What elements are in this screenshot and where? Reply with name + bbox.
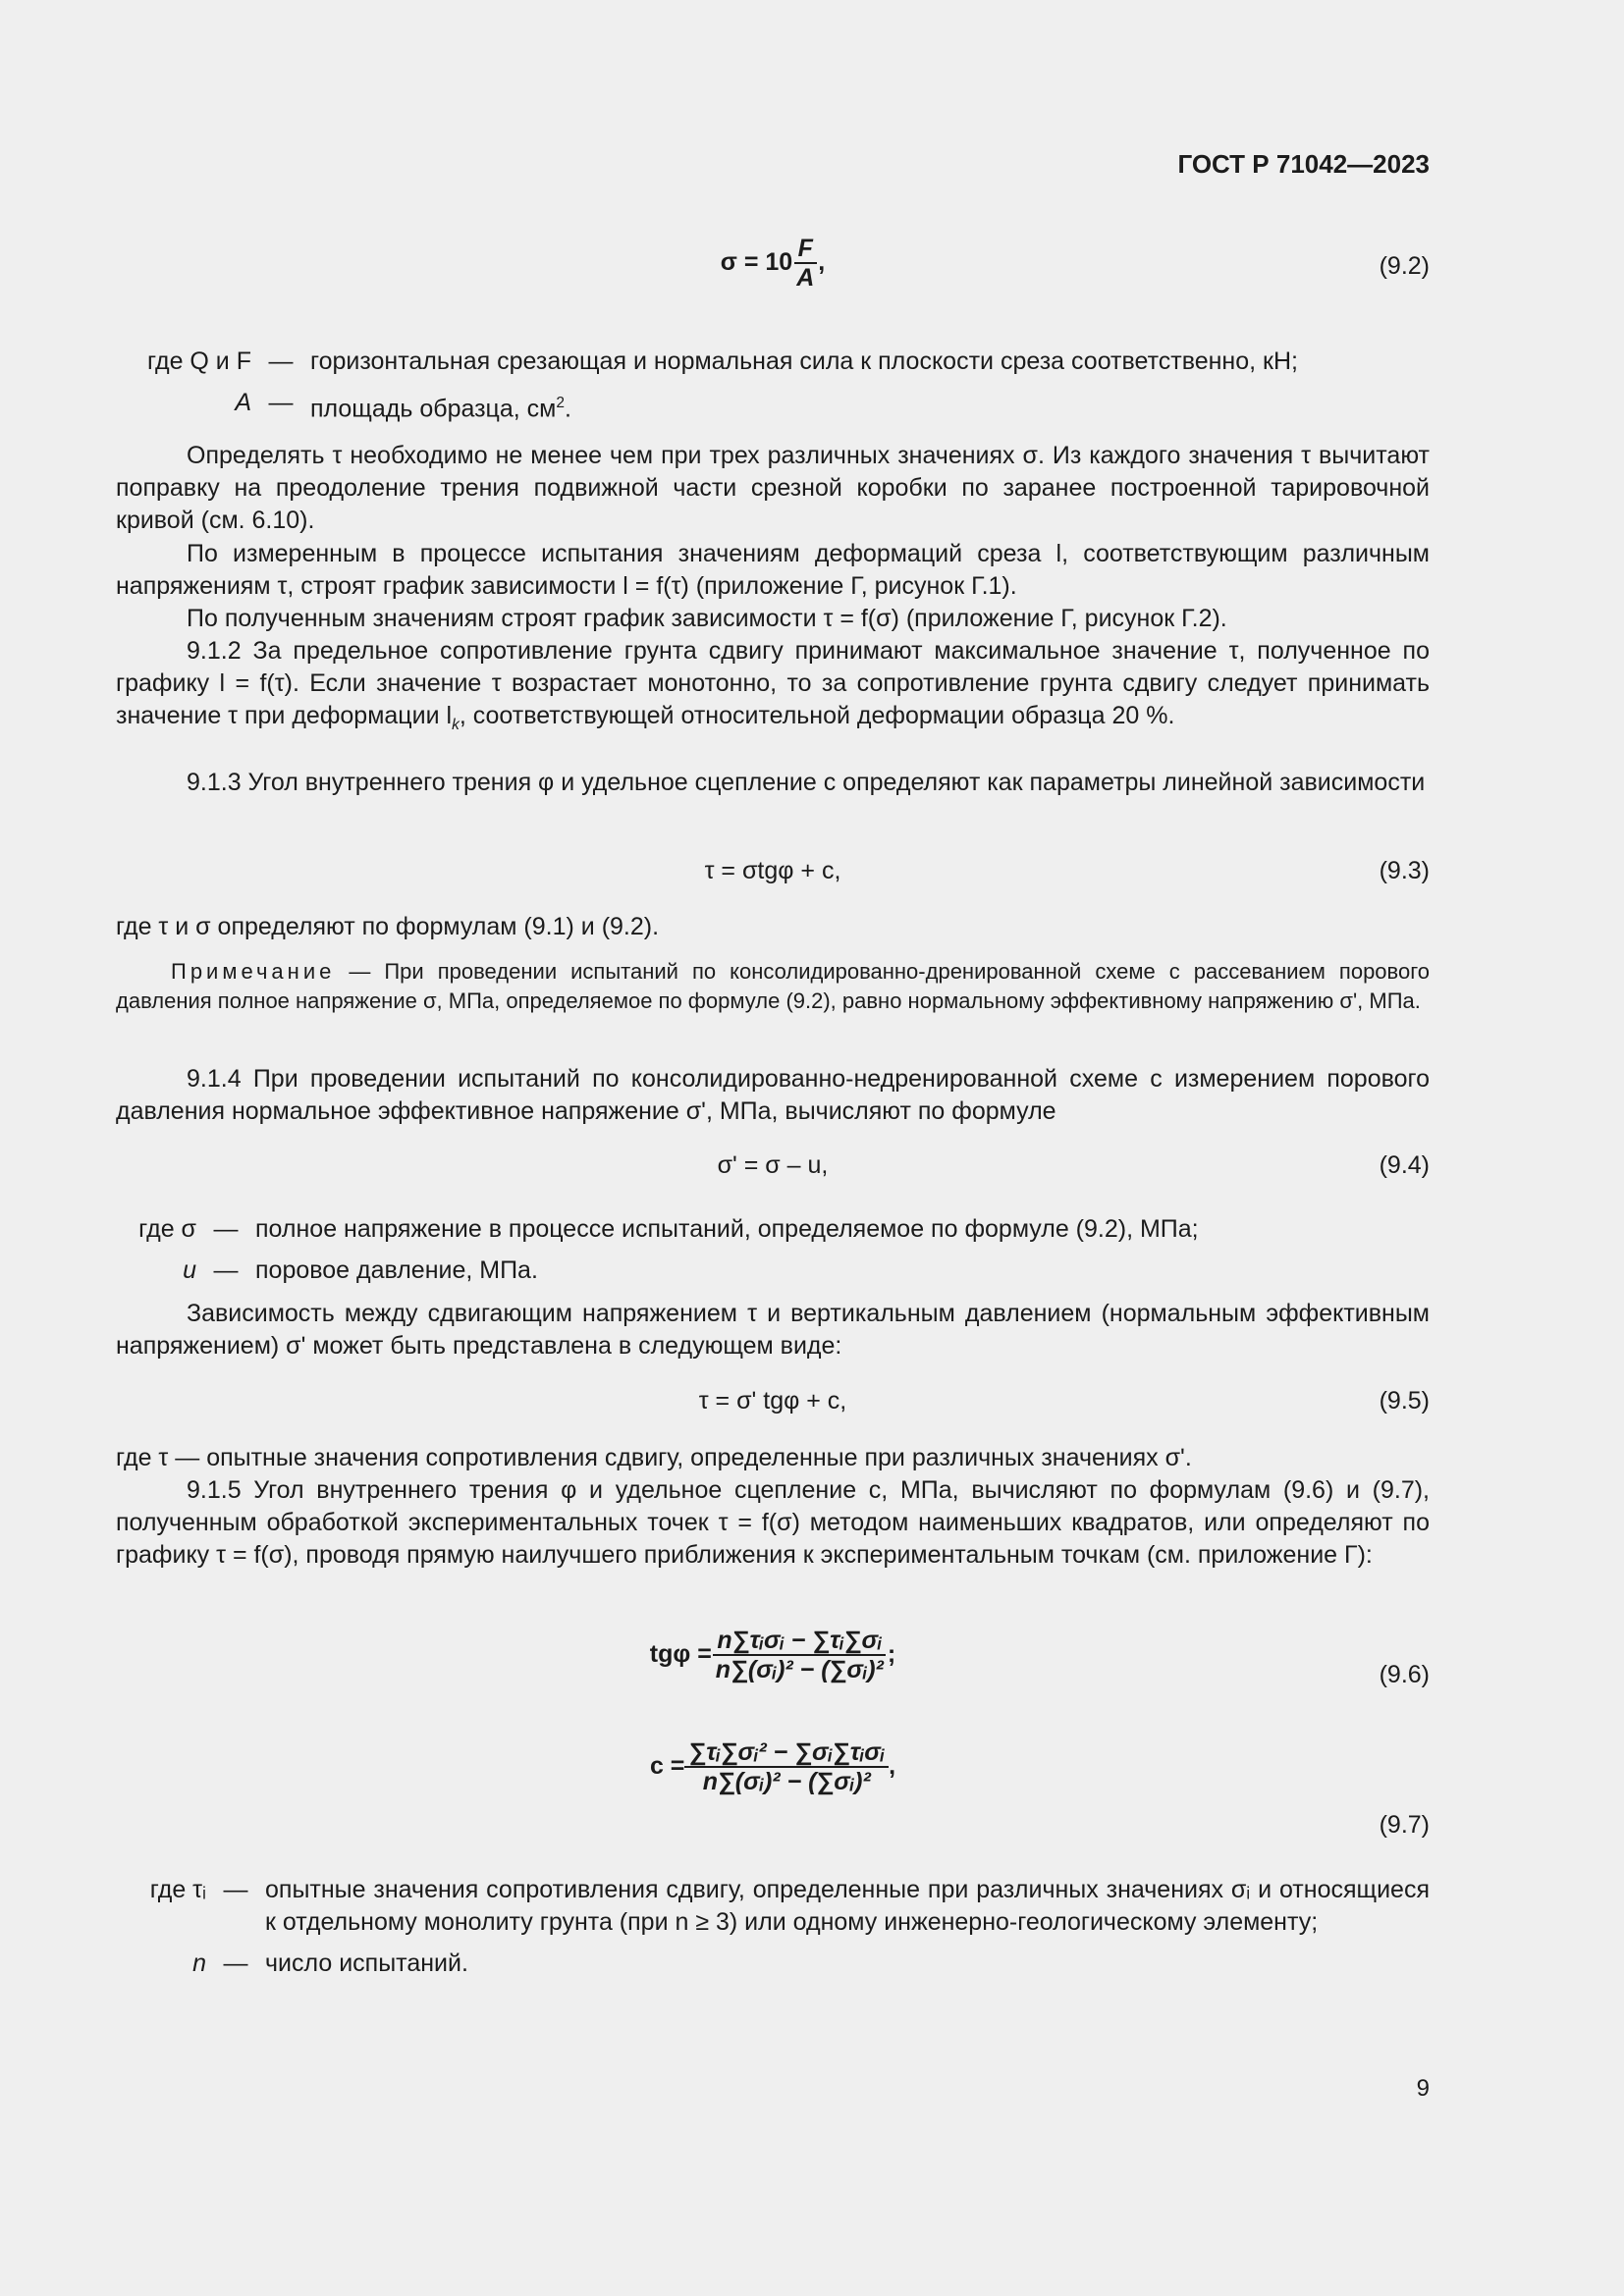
paragraph-1: Определять τ необходимо не менее чем при трех различных значениях σ. Из каждого значения τ вычитают поправку на преодоление трения подвижной части срезной коробки по заранее построенной тарировочной кривой (см. 6.10). bbox=[116, 442, 1430, 534]
page-number: 9 bbox=[1416, 2075, 1430, 2102]
definition-row bbox=[116, 1255, 1430, 1287]
paragraph-6: где τ и σ определяют по формулам (9.1) и (9.2). bbox=[116, 913, 660, 940]
eq-9-6-numerator: n∑τᵢσᵢ − ∑τᵢ∑σᵢ bbox=[717, 1627, 883, 1654]
equation-9-3: τ = σtgφ + c, bbox=[704, 857, 841, 884]
note-label: Примечание bbox=[171, 959, 336, 984]
equation-number-9-5: (9.5) bbox=[1379, 1387, 1430, 1415]
equation-number-9-4: (9.4) bbox=[1379, 1151, 1430, 1179]
eq-9-6-tail: ; bbox=[887, 1639, 896, 1668]
equation-number-9-6: (9.6) bbox=[1379, 1661, 1430, 1688]
definition-list-3 bbox=[116, 1874, 1430, 1989]
definition-row bbox=[116, 1213, 1430, 1246]
paragraph-5: 9.1.3 Угол внутреннего трения φ и удельное сцепление c определяют как параметры линейной зависимости bbox=[187, 769, 1426, 796]
note bbox=[116, 957, 1430, 1016]
definition-dash: — bbox=[268, 347, 294, 375]
definition-dash: — bbox=[268, 389, 294, 416]
paragraph-3: По полученным значениям строят график зависимости τ = f(σ) (приложение Г, рисунок Г.2). bbox=[187, 605, 1227, 632]
eq-9-2-lhs: σ = 10 bbox=[720, 247, 793, 276]
definition-term: где Q и F bbox=[146, 347, 251, 375]
document-header: ГОСТ Р 71042—2023 bbox=[1177, 149, 1430, 179]
paragraph-8: Зависимость между сдвигающим напряжением τ и вертикальным давлением (нормальным эффективным напряжением) σʹ может быть представлена в следующем виде: bbox=[116, 1300, 1430, 1360]
eq-9-2-denominator: A bbox=[796, 264, 815, 293]
definition-row bbox=[116, 346, 1430, 378]
equation-9-4: σʹ = σ – u, bbox=[717, 1151, 829, 1179]
eq-9-6-denominator: n∑(σᵢ)² − (∑σᵢ)² bbox=[715, 1656, 884, 1684]
definition-term: u bbox=[183, 1256, 196, 1284]
definition-row bbox=[116, 1874, 1430, 1939]
definition-text: число испытаний. bbox=[265, 1949, 468, 1977]
definition-text: горизонтальная срезающая и нормальная сила к плоскости среза соответственно, кН; bbox=[310, 347, 1298, 375]
paragraph-7: 9.1.4 При проведении испытаний по консолидированно-недренированной схеме с измерением порового давления нормальное эффективное напряжение σʹ, МПа, вычисляют по формуле bbox=[116, 1065, 1430, 1125]
definition-list-2 bbox=[116, 1213, 1430, 1296]
eq-9-7-lhs: c = bbox=[649, 1751, 685, 1780]
eq-9-2-numerator: F bbox=[797, 235, 813, 262]
equation-9-5: τ = σʹ tgφ + c, bbox=[698, 1387, 847, 1415]
definition-term: где σ bbox=[138, 1215, 196, 1243]
definition-list-1 bbox=[116, 346, 1430, 434]
definition-dash: — bbox=[223, 1876, 248, 1903]
eq-9-7-numerator: ∑τᵢ∑σᵢ² − ∑σᵢ∑τᵢσᵢ bbox=[688, 1738, 886, 1766]
paragraph-2: По измеренным в процессе испытания значениям деформаций среза l, соответствующим различным напряжениям τ, строят график зависимости l = f(τ) (приложение Г, рисунок Г.1). bbox=[116, 540, 1430, 600]
definition-row bbox=[116, 1948, 1430, 1980]
equation-number-9-7: (9.7) bbox=[1379, 1811, 1430, 1839]
equation-number-9-3: (9.3) bbox=[1379, 857, 1430, 884]
paragraph-10: 9.1.5 Угол внутреннего трения φ и удельное сцепление c, МПа, вычисляют по формулам (9.6) и (9.7), полученным обработкой экспериментальных точек τ = f(σ) методом наименьших квадратов, или определяют по графику τ = f(σ), проводя прямую наилучшего приближения к экспериментальным точкам (см. приложение Г): bbox=[116, 1476, 1430, 1569]
subscript-k: k bbox=[452, 717, 460, 733]
definition-text: поровое давление, МПа. bbox=[255, 1256, 538, 1284]
definition-dash: — bbox=[213, 1215, 239, 1243]
eq-9-2-tail: , bbox=[818, 247, 826, 276]
definition-text: опытные значения сопротивления сдвигу, определенные при различных значениях σᵢ и относящиеся к отдельному монолиту грунта (при n ≥ 3) или одному инженерно-геологическому элементу; bbox=[265, 1876, 1430, 1936]
superscript: 2 bbox=[556, 395, 565, 411]
equation-9-7 bbox=[116, 1739, 1430, 1795]
eq-9-6-lhs: tgφ = bbox=[649, 1639, 712, 1668]
definition-term: A bbox=[235, 389, 251, 416]
eq-9-7-tail: , bbox=[889, 1751, 896, 1780]
paragraph-4 bbox=[116, 635, 1430, 741]
paragraph-4-text: 9.1.2 За предельное сопротивление грунта сдвигу принимают максимальное значение τ, полученное по графику l = f(τ). Если значение τ возрастает монотонно, то за сопротивление грунта сдвигу следует принимать значение τ при деформации l bbox=[116, 637, 1430, 729]
definition-text: площадь образца, см bbox=[310, 395, 557, 423]
equation-9-2 bbox=[116, 236, 1430, 292]
definition-tail: . bbox=[564, 395, 571, 423]
definition-text: полное напряжение в процессе испытаний, определяемое по формуле (9.2), МПа; bbox=[255, 1215, 1199, 1243]
definition-term: n bbox=[192, 1949, 206, 1977]
eq-9-7-denominator: n∑(σᵢ)² − (∑σᵢ)² bbox=[702, 1768, 871, 1796]
definition-row bbox=[116, 387, 1430, 425]
definition-dash: — bbox=[213, 1256, 239, 1284]
paragraph-4-tail: , соответствующей относительной деформации образца 20 %. bbox=[459, 702, 1175, 729]
note-text: — При проведении испытаний по консолидированно-дренированной схеме с рассеванием порового давления полное напряжение σ, МПа, определяемое по формуле (9.2), равно нормальному эффективному напряжению σʹ, МПа. bbox=[116, 959, 1430, 1013]
definition-dash: — bbox=[223, 1949, 248, 1977]
equation-9-6 bbox=[116, 1628, 1430, 1683]
equation-number-9-2: (9.2) bbox=[1379, 252, 1430, 280]
paragraph-9: где τ — опытные значения сопротивления сдвигу, определенные при различных значениях σʹ. bbox=[116, 1444, 1192, 1471]
definition-term: где τᵢ bbox=[149, 1876, 206, 1903]
